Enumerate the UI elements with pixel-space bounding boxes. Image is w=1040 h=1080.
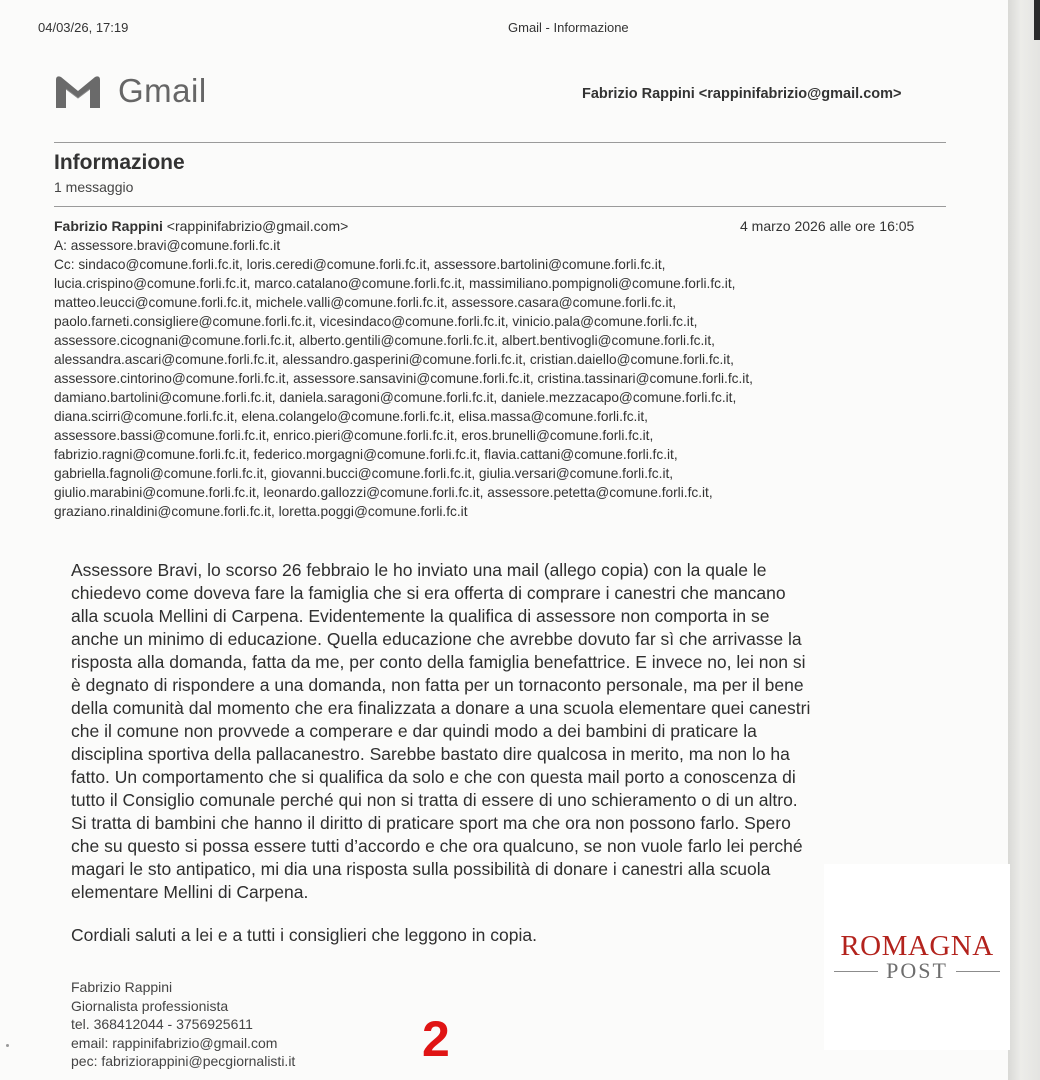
to-recipients: A: assessore.bravi@comune.forli.fc.it <box>54 238 281 253</box>
watermark-line-1: ROMAGNA <box>840 930 994 962</box>
signature-line: Giornalista professionista <box>71 997 229 1014</box>
cc-line: assessore.bassi@comune.forli.fc.it, enrico.pieri@comune.forli.fc.it, eros.brunelli@comune.forli.fc.it, <box>54 428 654 443</box>
page-marker: 2 <box>422 1011 450 1067</box>
signature <box>71 978 295 1071</box>
message-count: 1 messaggio <box>54 179 134 195</box>
body-line: chiedevo come doveva fare la famiglia che si era offerta di comprare i canestri che mancano <box>71 583 786 603</box>
sender-name: Fabrizio Rappini <box>54 218 163 234</box>
romagna-post-watermark <box>824 864 1010 1050</box>
cc-line: damiano.bartolini@comune.forli.fc.it, daniela.saragoni@comune.forli.fc.it, daniele.mezzacapo@comune.forli.fc.it, <box>54 390 737 405</box>
body-line: fatto. Un comportamento che si qualifica da solo e che con questa mail porto a conoscenza di <box>71 767 796 787</box>
body-line: alla scuola Mellini di Carpena. Evidentemente la qualifica di assessore non comporta in se <box>71 606 770 626</box>
body-line: che su questo si possa essere tutti d’accordo e che ora qualcuno, se non vuole farlo lei perché <box>71 836 803 856</box>
print-datetime: 04/03/26, 17:19 <box>38 20 129 35</box>
cc-line: lucia.crispino@comune.forli.fc.it, marco.catalano@comune.forli.fc.it, massimiliano.pompignoli@comune.forli.fc.it, <box>54 276 736 291</box>
cc-line: assessore.cintorino@comune.forli.fc.it, assessore.sansavini@comune.forli.fc.it, cristina.tassinari@comune.forli.fc.it, <box>54 371 753 386</box>
cc-line: assessore.cicognani@comune.forli.fc.it, alberto.gentili@comune.forli.fc.it, albert.bentivogli@comune.forli.fc.it, <box>54 333 715 348</box>
closing-line: Cordiali saluti a lei e a tutti i consiglieri che leggono in copia. <box>71 925 537 945</box>
body-line: risposta alla domanda, fatta da me, per conto della famiglia benefattrice. E invece no, lei non si <box>71 652 806 672</box>
body-line: Assessore Bravi, lo scorso 26 febbraio le ho inviato una mail (allego copia) con la quale le <box>71 560 767 580</box>
signature-line: pec: fabriziorappini@pecgiornalisti.it <box>71 1053 296 1069</box>
thread-subject: Informazione <box>54 151 185 174</box>
scan-dot <box>6 1044 9 1047</box>
body-line: della comunità dal momento che era finalizzata a donare a una scuola elementare quei canestri <box>71 698 811 718</box>
watermark-line-2: POST <box>886 958 948 983</box>
cc-recipients <box>54 255 954 521</box>
signature-line: tel. 368412044 - 3756925611 <box>71 1016 253 1032</box>
watermark-ornament-right <box>956 971 1000 972</box>
sender <box>54 218 348 234</box>
body-line: tutto il Consiglio comunale perché qui non si tratta di essere di uno schieramento o di un altro. <box>71 790 798 810</box>
scan-edge <box>1008 0 1040 1080</box>
signature-line: email: rappinifabrizio@gmail.com <box>71 1034 278 1051</box>
gmail-m-icon <box>54 74 102 110</box>
cc-line: paolo.farneti.consigliere@comune.forli.fc.it, vicesindaco@comune.forli.fc.it, vinicio.pala@comune.forli.fc.it, <box>54 314 698 329</box>
account-identity: Fabrizio Rappini <rappinifabrizio@gmail.com> <box>582 86 902 102</box>
body-line: anche un minimo di educazione. Quella educazione che avrebbe dovuto far sì che arrivasse la <box>71 629 802 649</box>
cc-line: matteo.leucci@comune.forli.fc.it, michele.valli@comune.forli.fc.it, assessore.casara@comune.forli.fc.it, <box>54 295 677 310</box>
cc-line: graziano.rinaldini@comune.forli.fc.it, loretta.poggi@comune.forli.fc.it <box>54 504 468 519</box>
body-line: magari le sto antipatico, mi dia una risposta sulla possibilità di donare i canestri alla scuola <box>71 859 771 879</box>
divider <box>54 206 946 207</box>
scan-edge-shadow <box>1034 0 1040 40</box>
message-body <box>71 559 951 904</box>
cc-line: Cc: sindaco@comune.forli.fc.it, loris.ceredi@comune.forli.fc.it, assessore.bartolini@comune.forli.fc.it, <box>54 257 666 272</box>
print-title: Gmail - Informazione <box>508 20 629 35</box>
message-date: 4 marzo 2026 alle ore 16:05 <box>740 218 915 234</box>
sender-email: <rappinifabrizio@gmail.com> <box>166 218 349 234</box>
cc-line: alessandra.ascari@comune.forli.fc.it, alessandro.gasperini@comune.forli.fc.it, cristian.daiello@comune.forli.fc.it, <box>54 352 734 367</box>
signature-line: Fabrizio Rappini <box>71 979 173 995</box>
cc-line: giulio.marabini@comune.forli.fc.it, leonardo.gallozzi@comune.forli.fc.it, assessore.petetta@comune.forli.fc.it, <box>54 485 713 500</box>
cc-line: gabriella.fagnoli@comune.forli.fc.it, giovanni.bucci@comune.forli.fc.it, giulia.versari@comune.forli.fc.it, <box>54 466 674 481</box>
cc-line: fabrizio.ragni@comune.forli.fc.it, federico.morgagni@comune.forli.fc.it, flavia.cattani@comune.forli.fc.it, <box>54 447 678 462</box>
gmail-wordmark: Gmail <box>118 72 207 109</box>
body-line: che il comune non provvede a comperare e dar quindi modo a dei bambini di praticare la <box>71 721 757 741</box>
body-line: elementare Mellini di Carpena. <box>71 882 309 902</box>
body-line: disciplina sportiva della pallacanestro. Sarebbe bastato dire qualcosa in merito, ma non lo ha <box>71 744 790 764</box>
body-line: Si tratta di bambini che hanno il diritto di praticare sport ma che ora non possono farlo. Spero <box>71 813 791 833</box>
divider <box>54 142 946 143</box>
body-line: è degnato di rispondere a una domanda, non fatta per un tornaconto personale, ma per il bene <box>71 675 804 695</box>
cc-line: diana.scirri@comune.forli.fc.it, elena.colangelo@comune.forli.fc.it, elisa.massa@comune.forli.fc.it, <box>54 409 648 424</box>
